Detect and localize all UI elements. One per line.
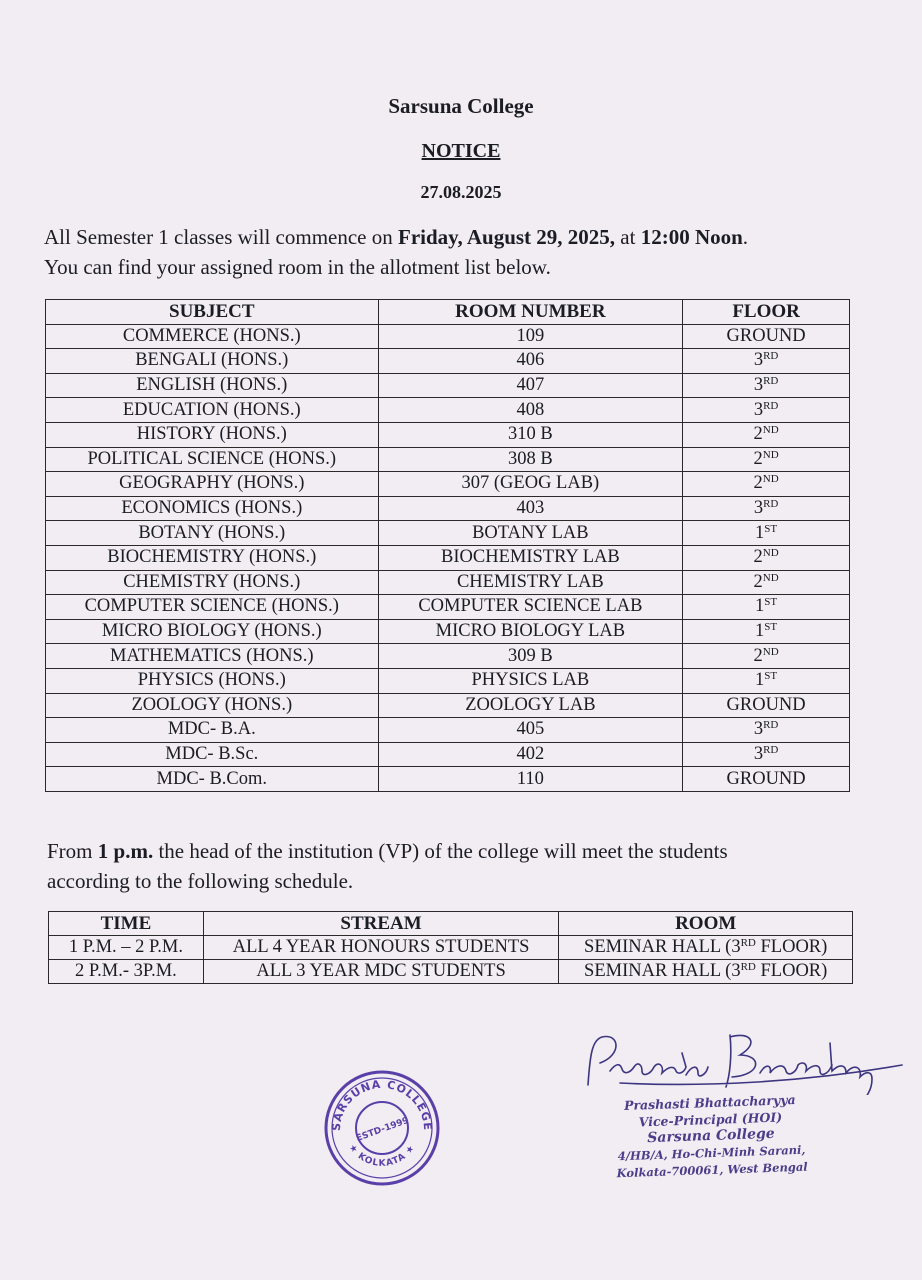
table-row — [46, 570, 850, 595]
floor-cell — [683, 742, 850, 767]
schedule-rows — [49, 936, 853, 984]
room-allotment-table — [45, 299, 850, 792]
floor-cell — [683, 422, 850, 447]
notice-heading: NOTICE — [421, 140, 501, 162]
signatory-address-1: 4/HB/A, Ho-Chi-Minh Sarani, — [617, 1142, 806, 1164]
floor-value: GROUND — [726, 694, 806, 715]
room-cell — [559, 960, 853, 984]
subject-cell: ECONOMICS (HONS.) — [46, 496, 379, 521]
header-room: ROOM — [559, 912, 853, 936]
room-cell: 307 (GEOG LAB) — [378, 472, 683, 497]
signatory-address-2: Kolkata-700061, West Bengal — [616, 1159, 808, 1181]
subject-cell: GEOGRAPHY (HONS.) — [46, 472, 379, 497]
schedule-line-2: according to the following schedule. — [47, 869, 354, 893]
intro-paragraph — [44, 222, 884, 282]
floor-value: 1 — [755, 621, 765, 642]
time-cell: 2 P.M.- 3P.M. — [49, 960, 204, 984]
floor-suffix: RD — [763, 375, 779, 388]
room-cell: 402 — [378, 742, 683, 767]
floor-value: GROUND — [726, 768, 806, 789]
table-row — [46, 373, 850, 398]
floor-value: 2 — [753, 547, 763, 568]
room-cell: BIOCHEMISTRY LAB — [378, 545, 683, 570]
room-cell — [559, 936, 853, 960]
schedule-line-1 — [47, 836, 887, 866]
signatory-name: Prashasti Bhattacharyya — [623, 1092, 796, 1114]
floor-cell — [683, 693, 850, 718]
table-row — [46, 472, 850, 497]
subject-cell: BENGALI (HONS.) — [46, 349, 379, 374]
floor-cell — [683, 447, 850, 472]
floor-value: 1 — [755, 596, 765, 617]
floor-cell — [683, 570, 850, 595]
table-header-row — [46, 300, 850, 325]
table-row — [46, 447, 850, 472]
subject-cell: MDC- B.A. — [46, 718, 379, 743]
intro-date: Friday, August 29, 2025, — [398, 225, 616, 249]
room-cell: 310 B — [378, 422, 683, 447]
subject-cell: EDUCATION (HONS.) — [46, 398, 379, 423]
room-cell: 403 — [378, 496, 683, 521]
floor-suffix: RD — [763, 350, 779, 363]
allotment-rows — [46, 324, 850, 791]
room-suffix: RD — [740, 937, 756, 949]
header-floor: FLOOR — [683, 300, 850, 325]
table-row — [46, 644, 850, 669]
floor-suffix: ND — [762, 424, 779, 437]
room-cell: COMPUTER SCIENCE LAB — [378, 595, 683, 620]
room-text-a: SEMINAR HALL (3 — [584, 937, 741, 957]
floor-cell — [683, 668, 850, 693]
floor-suffix: ND — [762, 571, 779, 584]
signatory-block — [605, 1090, 818, 1182]
room-text-b: FLOOR) — [755, 937, 828, 957]
college-name: Sarsuna College — [388, 94, 534, 118]
subject-cell: BIOCHEMISTRY (HONS.) — [46, 545, 379, 570]
room-cell: 109 — [378, 324, 683, 349]
room-cell: 110 — [378, 767, 683, 792]
signatory-title: Vice-Principal (HOI) — [638, 1109, 783, 1130]
schedule-paragraph — [47, 836, 887, 896]
room-text-a: SEMINAR HALL (3 — [584, 961, 741, 981]
subject-cell: BOTANY (HONS.) — [46, 521, 379, 546]
subject-cell: MDC- B.Com. — [46, 767, 379, 792]
subject-cell: COMMERCE (HONS.) — [46, 324, 379, 349]
header-time: TIME — [49, 912, 204, 936]
floor-value: 3 — [753, 743, 764, 764]
subject-cell: MDC- B.Sc. — [46, 742, 379, 767]
floor-cell — [683, 472, 850, 497]
floor-value: 2 — [753, 473, 763, 494]
subject-cell: MICRO BIOLOGY (HONS.) — [46, 619, 379, 644]
floor-suffix: RD — [763, 719, 779, 732]
subject-cell: POLITICAL SCIENCE (HONS.) — [46, 447, 379, 472]
floor-cell — [683, 767, 850, 792]
table-row — [49, 936, 853, 960]
notice-date: 27.08.2025 — [420, 182, 502, 202]
intro-line-2: You can find your assigned room in the allotment list below. — [44, 255, 551, 279]
floor-cell — [683, 521, 850, 546]
table-row — [46, 668, 850, 693]
table-row — [46, 398, 850, 423]
time-cell: 1 P.M. – 2 P.M. — [49, 936, 204, 960]
floor-cell — [683, 496, 850, 521]
floor-suffix: ST — [764, 522, 778, 535]
room-cell: 405 — [378, 718, 683, 743]
floor-value: 2 — [753, 424, 763, 445]
room-cell: 408 — [378, 398, 683, 423]
floor-cell — [683, 644, 850, 669]
svg-text:ESTD-1999: ESTD-1999 — [355, 1115, 411, 1145]
subject-cell: COMPUTER SCIENCE (HONS.) — [46, 595, 379, 620]
floor-cell — [683, 545, 850, 570]
signatory-college: Sarsuna College — [647, 1125, 775, 1147]
subject-cell: ENGLISH (HONS.) — [46, 373, 379, 398]
table-header-row — [49, 912, 853, 936]
floor-cell — [683, 324, 850, 349]
floor-suffix: RD — [763, 399, 779, 412]
table-row — [46, 422, 850, 447]
room-suffix: RD — [740, 961, 756, 973]
table-row — [46, 521, 850, 546]
floor-suffix: ST — [764, 670, 778, 683]
room-cell: BOTANY LAB — [378, 521, 683, 546]
room-cell: CHEMISTRY LAB — [378, 570, 683, 595]
intro-text-e: . — [742, 225, 749, 249]
schedule-time: 1 p.m. — [97, 839, 154, 863]
floor-cell — [683, 398, 850, 423]
floor-suffix: ST — [764, 621, 778, 634]
floor-value: 3 — [753, 498, 764, 519]
floor-cell — [683, 718, 850, 743]
svg-text:★ KOLKATA ★: ★ KOLKATA ★ — [346, 1142, 418, 1169]
table-row — [46, 718, 850, 743]
table-row — [46, 496, 850, 521]
table-row — [46, 693, 850, 718]
header-room-number: ROOM NUMBER — [378, 300, 683, 325]
floor-suffix: RD — [763, 743, 779, 756]
floor-cell — [683, 595, 850, 620]
room-cell: MICRO BIOLOGY LAB — [378, 619, 683, 644]
subject-cell: MATHEMATICS (HONS.) — [46, 644, 379, 669]
intro-text-c: at — [615, 225, 641, 249]
room-cell: 308 B — [378, 447, 683, 472]
floor-value: 3 — [753, 375, 764, 396]
header-stream: STREAM — [203, 912, 559, 936]
room-text-b: FLOOR) — [755, 961, 828, 981]
subject-cell: PHYSICS (HONS.) — [46, 668, 379, 693]
header-subject: SUBJECT — [46, 300, 379, 325]
subject-cell: HISTORY (HONS.) — [46, 422, 379, 447]
table-row — [46, 619, 850, 644]
floor-value: 2 — [753, 571, 763, 592]
handwritten-signature — [580, 1025, 910, 1095]
intro-line-1 — [44, 222, 884, 252]
table-row — [49, 960, 853, 984]
schedule-text-a: From — [47, 839, 98, 863]
floor-cell — [683, 349, 850, 374]
table-row — [46, 595, 850, 620]
floor-value: 3 — [753, 719, 764, 740]
floor-suffix: ND — [762, 473, 779, 486]
floor-suffix: ST — [764, 596, 778, 609]
room-cell: PHYSICS LAB — [378, 668, 683, 693]
room-cell: 309 B — [378, 644, 683, 669]
floor-suffix: ND — [762, 645, 779, 658]
floor-suffix: RD — [763, 498, 779, 511]
table-row — [46, 742, 850, 767]
intro-text-a: All Semester 1 classes will commence on — [44, 225, 398, 249]
svg-text:SARSUNA COLLEGE: SARSUNA COLLEGE — [329, 1077, 435, 1132]
table-row — [46, 545, 850, 570]
floor-cell — [683, 619, 850, 644]
schedule-text-c: the head of the institution (VP) of the college will meet the students — [153, 839, 728, 863]
room-cell: ZOOLOGY LAB — [378, 693, 683, 718]
floor-value: 1 — [755, 670, 765, 691]
table-row — [46, 324, 850, 349]
room-cell: 407 — [378, 373, 683, 398]
intro-time: 12:00 Noon — [640, 225, 743, 249]
floor-value: 2 — [753, 645, 763, 666]
stream-cell: ALL 4 YEAR HONOURS STUDENTS — [203, 936, 559, 960]
floor-value: 2 — [753, 448, 763, 469]
subject-cell: ZOOLOGY (HONS.) — [46, 693, 379, 718]
floor-suffix: ND — [762, 547, 779, 560]
floor-value: GROUND — [726, 325, 806, 346]
table-row — [46, 767, 850, 792]
floor-cell — [683, 373, 850, 398]
floor-value: 1 — [755, 522, 765, 543]
college-seal — [322, 1068, 442, 1188]
room-cell: 406 — [378, 349, 683, 374]
subject-cell: CHEMISTRY (HONS.) — [46, 570, 379, 595]
floor-value: 3 — [753, 350, 764, 371]
stream-cell: ALL 3 YEAR MDC STUDENTS — [203, 960, 559, 984]
floor-value: 3 — [753, 399, 764, 420]
floor-suffix: ND — [762, 448, 779, 461]
table-row — [46, 349, 850, 374]
meeting-schedule-table — [48, 911, 853, 984]
